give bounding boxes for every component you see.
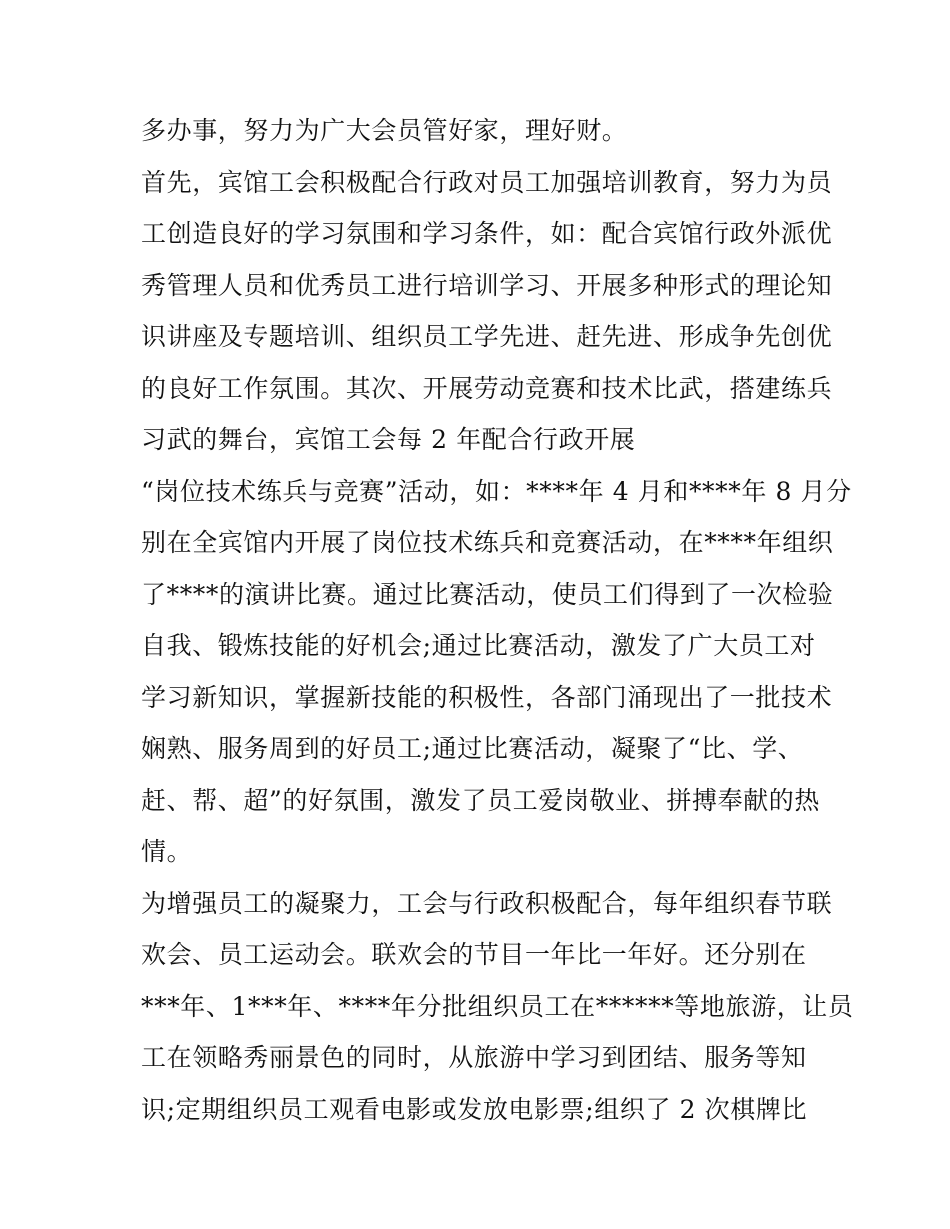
- body-text: [141, 105, 854, 1135]
- text-line: 秀管理人员和优秀员工进行培训学习、开展多种形式的理论知: [141, 270, 833, 300]
- text-line: ***年、1***年、****年分批组织员工在******等地旅游，让员: [141, 991, 854, 1021]
- text-line: 的良好工作氛围。其次、开展劳动竞赛和技术比武，搭建练兵: [141, 373, 833, 403]
- text-line: 为增强员工的凝聚力，工会与行政积极配合，每年组织春节联: [141, 888, 833, 918]
- text-line: 识;定期组织员工观看电影或发放电影票;组织了 2 次棋牌比: [141, 1094, 808, 1124]
- text-line: 学习新知识，掌握新技能的积极性，各部门涌现出了一批技术: [141, 682, 833, 712]
- text-line: 多办事，努力为广大会员管好家，理好财。: [141, 116, 628, 145]
- text-line: 工在领略秀丽景色的同时，从旅游中学习到团结、服务等知: [141, 1043, 807, 1072]
- text-line: 工创造良好的学习氛围和学习条件，如：配合宾馆行政外派优: [141, 219, 833, 248]
- text-line: 赶、帮、超”的好氛围，激发了员工爱岗敬业、拼搏奉献的热: [141, 785, 820, 815]
- text-line: 自我、锻炼技能的好机会;通过比赛活动，激发了广大员工对: [141, 631, 816, 660]
- text-line: 娴熟、服务周到的好员工;通过比赛活动，凝聚了“比、学、: [141, 734, 804, 763]
- text-line: 情。: [141, 837, 193, 866]
- text-line: “岗位技术练兵与竞赛”活动，如：****年 4 月和****年 8 月分: [141, 476, 852, 506]
- text-line: 别在全宾馆内开展了岗位技术练兵和竞赛活动，在****年组织: [141, 528, 834, 557]
- text-line: 识讲座及专题培训、组织员工学先进、赶先进、形成争先创优: [141, 322, 833, 351]
- text-line: 习武的舞台，宾馆工会每 2 年配合行政开展: [141, 425, 636, 454]
- text-line: 首先，宾馆工会积极配合行政对员工加强培训教育，努力为员: [141, 167, 833, 197]
- text-line: 欢会、员工运动会。联欢会的节目一年比一年好。还分别在: [141, 940, 807, 969]
- text-line: 了****的演讲比赛。通过比赛活动，使员工们得到了一次检验: [141, 579, 834, 609]
